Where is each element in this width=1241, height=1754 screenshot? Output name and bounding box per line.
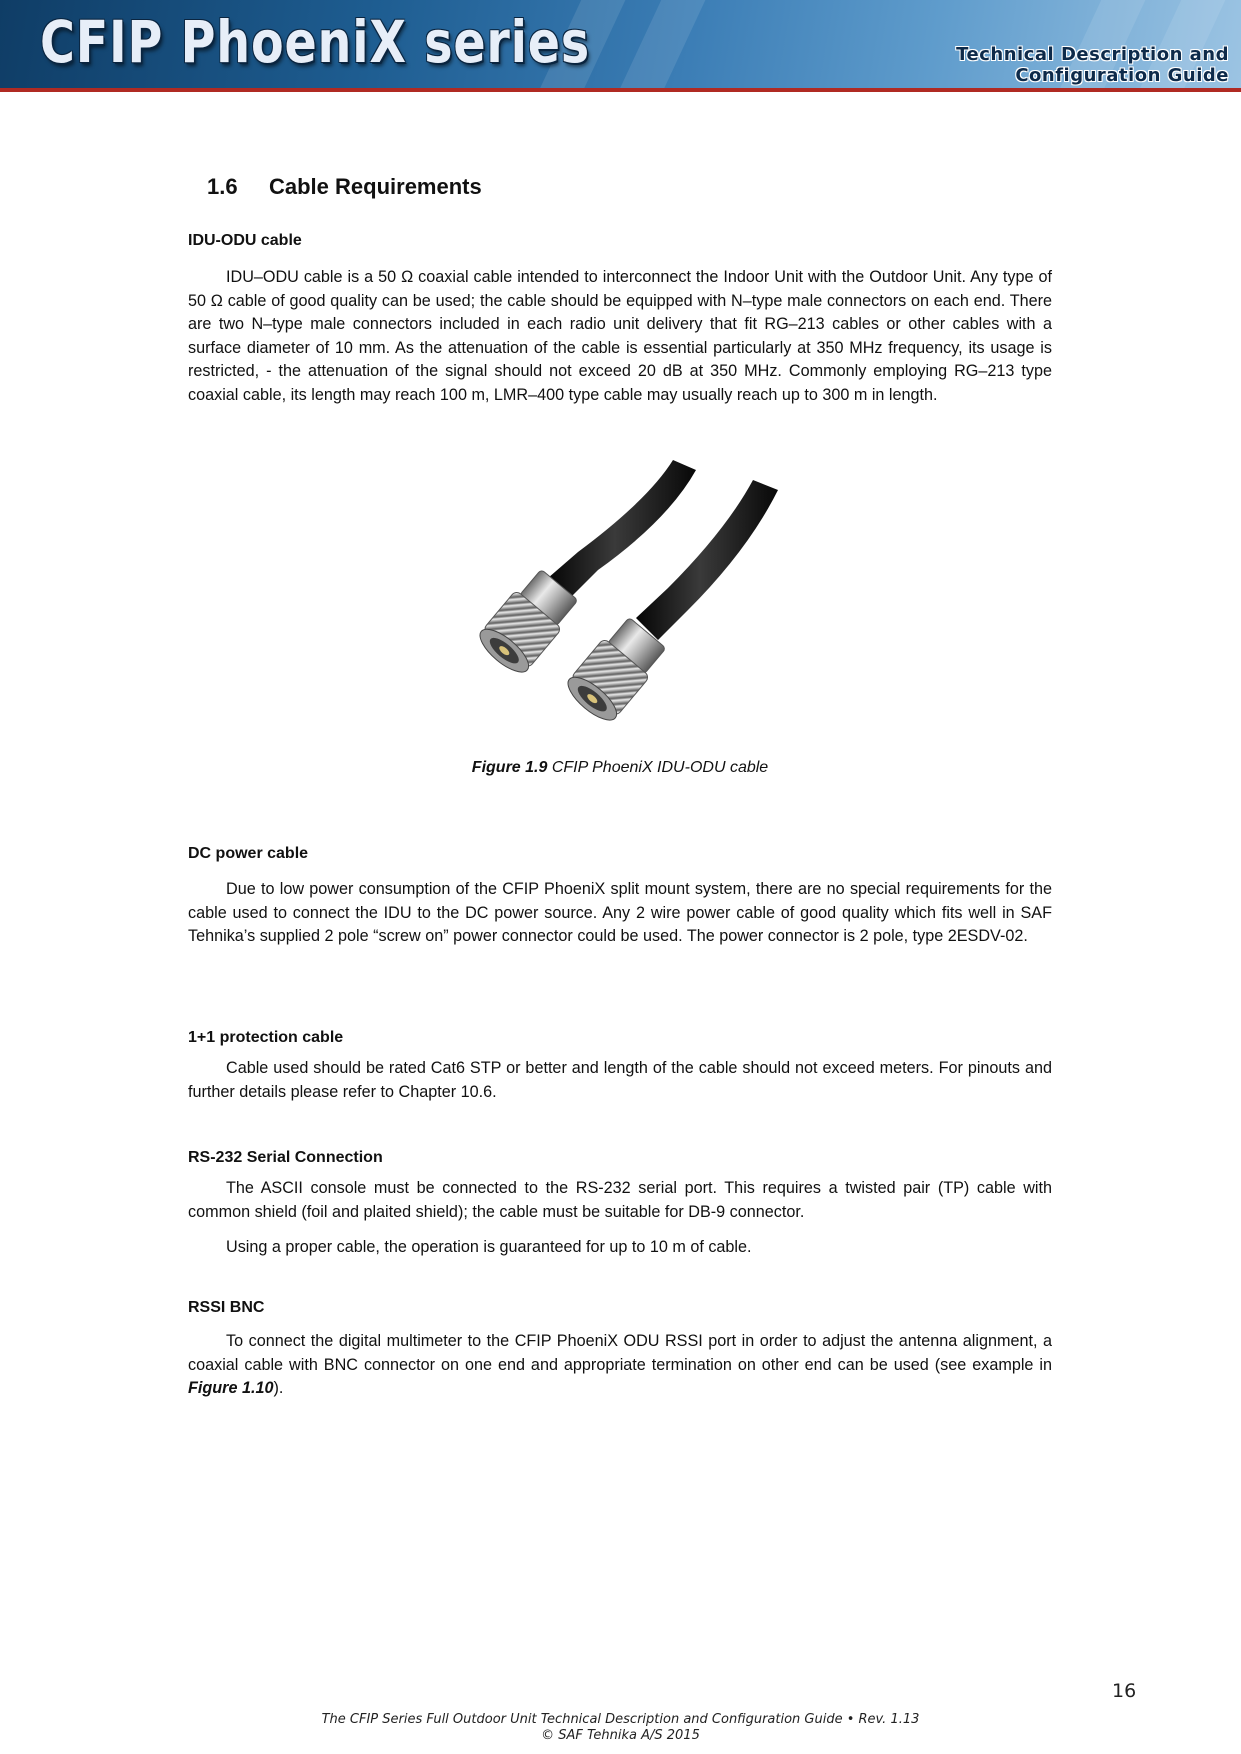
footer-line-2: © SAF Tehnika A/S 2015 [541, 1728, 700, 1743]
idu-odu-paragraph: IDU–ODU cable is a 50 Ω coaxial cable intended to interconnect the Indoor Unit with the Outdoor Unit. Any type of 50 Ω cable of good quality can be used; the cable should be equipped with N–type male connectors on each end. There are two N–type male connectors included in each radio unit delivery that fit RG–213 cables or other cables with a surface diameter of 10 mm. As the attenuation of the cable is essential particularly at 350 MHz frequency, its usage is restricted, - the attenuation of the signal should not exceed 20 dB at 350 MHz. Commonly employing RG–213 type coaxial cable, its length may reach 100 m, LMR–400 type cable may usually reach up to 300 m in length. [188, 268, 1052, 404]
header-banner [0, 0, 1241, 92]
dc-power-paragraph: Due to low power consumption of the CFIP PhoeniX split mount system, there are no special requirements for the cable used to connect the IDU to the DC power source. Any 2 wire power cable of good quality which fits well in SAF Tehnika’s supplied 2 pole “screw on” power connector could be used. The power connector is 2 pole, type 2ESDV-02. [188, 880, 1052, 946]
page-footer [0, 1712, 1241, 1744]
footer-line-1: The CFIP Series Full Outdoor Unit Technical Description and Configuration Guide • Rev. 1.13 [321, 1712, 920, 1727]
guide-subtitle [956, 44, 1229, 86]
right-cable-connector [562, 480, 778, 727]
section-title: Cable Requirements [269, 174, 482, 199]
section-number: 1.6 [207, 174, 238, 199]
guide-subtitle-line1: Technical Description and [956, 44, 1229, 65]
idu-odu-cable-figure [468, 460, 808, 740]
rssi-paragraph [188, 1330, 1052, 1401]
dc-power-heading: DC power cable [188, 845, 309, 862]
series-title: CFIP PhoeniX series [40, 8, 591, 76]
figure-1-10-link[interactable]: Figure 1.10 [188, 1379, 274, 1398]
figure-caption [188, 759, 1052, 777]
rs232-paragraph-2: Using a proper cable, the operation is guaranteed for up to 10 m of cable. [226, 1238, 752, 1256]
figure-caption-text: CFIP PhoeniX IDU-ODU cable [547, 759, 769, 776]
idu-odu-heading: IDU-ODU cable [188, 232, 302, 249]
rssi-heading: RSSI BNC [188, 1299, 265, 1316]
rs232-heading: RS-232 Serial Connection [188, 1149, 383, 1166]
figure-label: Figure 1.9 [471, 759, 548, 776]
rssi-text-after: ). [273, 1379, 284, 1398]
section-heading [207, 174, 482, 200]
page-number: 16 [1112, 1680, 1137, 1702]
guide-subtitle-line2: Configuration Guide [1015, 65, 1229, 86]
protection-paragraph: Cable used should be rated Cat6 STP or better and length of the cable should not exceed meters. For pinouts and further details please refer to Chapter 10.6. [188, 1059, 1052, 1101]
protection-heading: 1+1 protection cable [188, 1029, 344, 1046]
rssi-text-before: To connect the digital multimeter to the CFIP PhoeniX ODU RSSI port in order to adjust the antenna alignment, a coaxial cable with BNC connector on one end and appropriate termination on other end can be used (see example in [188, 1332, 1052, 1374]
rs232-paragraph-1: The ASCII console must be connected to the RS-232 serial port. This requires a twisted pair (TP) cable with common shield (foil and plaited shield); the cable must be suitable for DB-9 connector. [188, 1179, 1052, 1221]
